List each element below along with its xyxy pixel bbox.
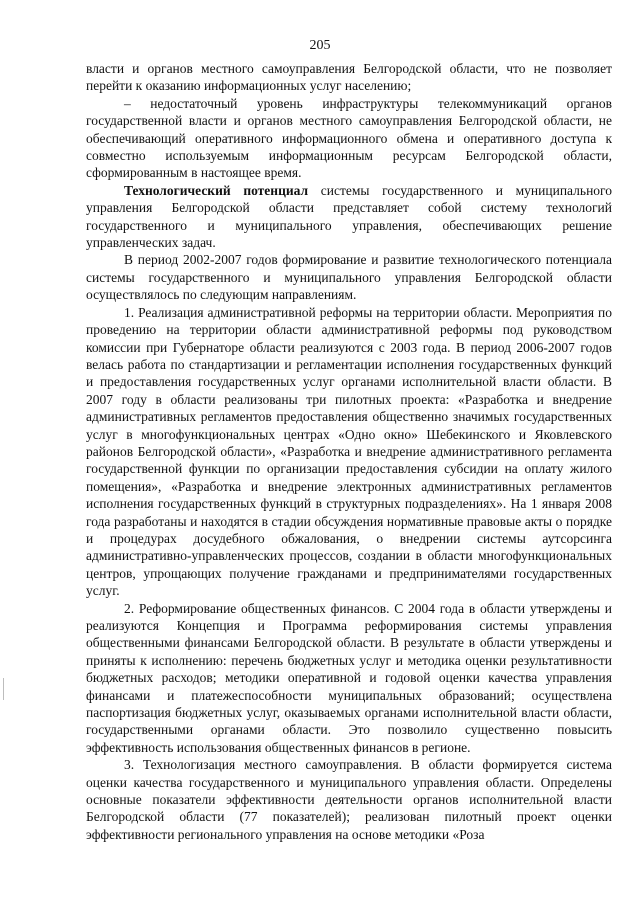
scan-margin-mark	[3, 678, 4, 700]
paragraph-continuation: власти и органов местного самоуправления Белгородской области, что не позволяет перейти к оказанию информационных услуг населению;	[86, 61, 612, 94]
term-tech-potential: Технологический потенциал	[124, 182, 309, 198]
paragraph-infrastructure: – недостаточный уровень инфраструктуры телекоммуникаций органов государственной власти и органов местного самоуправления Белгородской области, не обеспечивающий оперативного информационного обмена и оперативного доступа к совместно используемым информационным ресурсам Белгородской области, сформированным в настоящее время.	[86, 95, 612, 181]
paragraph-tech-potential-text: системы государственного и муниципального управления Белгородской области представляет собой систему технологий государственного и муниципального управления, обеспечивающих решение управленческих задач.	[86, 182, 612, 251]
paragraph-period: В период 2002-2007 годов формирование и развитие технологического потенциала системы государственного и муниципального управления Белгородской области осуществлялось по следующим направлениям.	[86, 252, 612, 303]
page-number: 205	[309, 38, 331, 53]
paragraph-admin-reform: 1. Реализация административной реформы на территории области. Мероприятия по проведению на территории области административной реформы под руководством комиссии при Губернаторе области реализуются с 2003 года. В период 2006-2007 годов велась работа по стандартизации и регламентации исполнения государственных функций и предоставления государственных услуг органами исполнительной власти области. В 2007 году в области реализованы три пилотных проекта: «Разработка и внедрение административных регламентов предоставления общественно значимых государственных услуг в многофункциональных центрах «Одно окно» Шебекинского и Яковлевского районов Белгородской области», «Разработка и внедрение административного регламента государственной функции по организации предоставления субсидии на оплату жилого помещения», «Разработка и внедрение электронных административных регламентов исполнения государственных функций в структурных подразделениях». На 1 января 2008 года разработаны и находятся в стадии обсуждения нормативные правовые акты о порядке и процедурах досудебного обжалования, о внедрении системы аутсорсинга административно-управленческих процессов, создании в области многофункциональных центров, упрощающих получение гражданами и предпринимателями государственных услуг.	[86, 304, 612, 599]
body-text	[86, 60, 612, 843]
paragraph-public-finance: 2. Реформирование общественных финансов. С 2004 года в области утверждены и реализуются Концепция и Программа реформирования системы управления общественными финансами Белгородской области. В результате в области утверждены и приняты к исполнению: перечень бюджетных услуг и методика оценки результативности бюджетных расходов; методики оперативной и годовой оценки качества управления финансами и платежеспособности муниципальных образований; осуществлена паспортизация бюджетных услуг, оказываемых органами исполнительной власти области, государственными органами области. Это позволило существенно повысить эффективность использования общественных финансов в регионе.	[86, 600, 612, 755]
paragraph-local-government: 3. Технологизация местного самоуправления. В области формируется система оценки качества государственного и муниципального управления области. Определены основные показатели эффективности деятельности органов исполнительной власти Белгородской области (77 показателей); реализован пилотный проект оценки эффективности регионального управления на основе методики «Роза	[86, 757, 612, 842]
paragraph-tech-potential	[86, 182, 612, 252]
